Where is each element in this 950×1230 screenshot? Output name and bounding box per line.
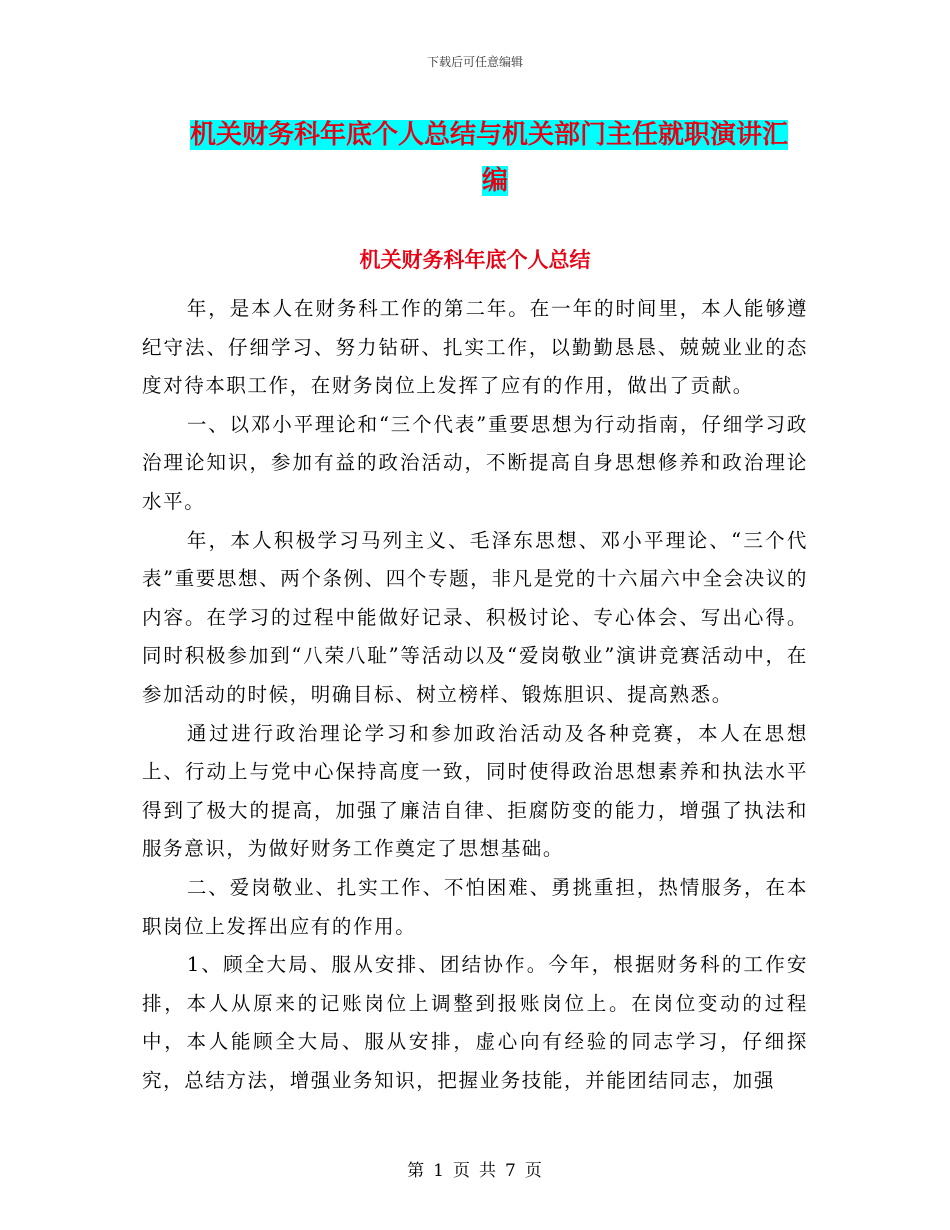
page-word-mid: 页 [453,1161,471,1181]
paragraph: 年，本人积极学习马列主义、毛泽东思想、邓小平理论、“三个代表”重要思想、两个条例、四个专题，非凡是党的十六届六中全会决议的内容。在学习的过程中能做好记录、积极讨论、专心体会、写出心得。同时积极参加到“八荣八耻”等活动以及“爱岗敬业”演讲竞赛活动中，在参加活动的时候，明确目标、树立榜样、锻炼胆识、提高熟悉。 [142,528,808,706]
document-title [190,112,810,204]
document-body [142,290,808,1100]
page-word-total-prefix: 共 [479,1161,497,1181]
paragraph: 二、爱岗敬业、扎实工作、不怕困难、勇挑重担，热情服务，在本职岗位上发挥出应有的作用。 [142,875,808,938]
document-title-line2: 编 [481,166,508,196]
paragraph: 一、以邓小平理论和“三个代表”重要思想为行动指南，仔细学习政治理论知识，参加有益的政治活动，不断提高自身思想修养和政治理论水平。 [142,412,808,513]
paragraph: 通过进行政治理论学习和参加政治活动及各种竞赛，本人在思想上、行动上与党中心保持高度一致，同时使得政治思想素养和执法水平得到了极大的提高，加强了廉洁自律、拒腐防变的能力，增强了执法和服务意识，为做好财务工作奠定了思想基础。 [142,721,808,861]
page-word-prefix: 第 [407,1161,426,1181]
paragraph: 1、顾全大局、服从安排、团结协作。今年，根据财务科的工作安排，本人从原来的记账岗位上调整到报账岗位上。在岗位变动的过程中，本人能顾全大局、服从安排，虚心向有经验的同志学习，仔细探究，总结方法，增强业务知识，把握业务技能，并能团结同志，加强 [142,953,808,1092]
document-title-line1: 机关财务科年底个人总结与机关部门主任就职演讲汇 [190,120,789,150]
paragraph: 年，是本人在财务科工作的第二年。在一年的时间里，本人能够遵纪守法、仔细学习、努力钻研、扎实工作，以勤勤恳恳、兢兢业业的态度对待本职工作，在财务岗位上发挥了应有的作用，做出了贡献。 [142,297,808,398]
section-title: 机关财务科年底个人总结 [359,248,591,272]
page-header-note: 下载后可任意编辑 [426,55,523,69]
page-footer [0,1156,950,1181]
page-total-number: 7 [505,1161,517,1181]
page-word-suffix: 页 [524,1161,543,1181]
page-current-number: 1 [433,1161,445,1181]
